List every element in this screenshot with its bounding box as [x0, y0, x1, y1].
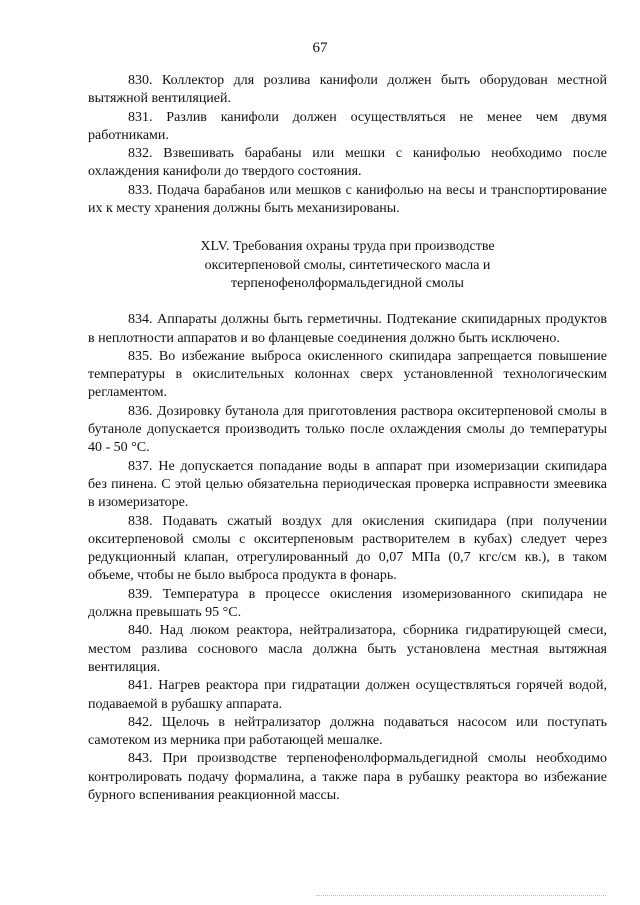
paragraph-842 — [88, 714, 607, 751]
paragraph-841 — [88, 677, 607, 714]
paragraph-number: 837. — [128, 458, 153, 474]
paragraph-text: При производстве терпенофенолформальдегидной смолы необходимо контролировать подачу формалина, а также пара в рубашку реактора во избежание бурного вспенивания реакционной массы. — [88, 751, 607, 803]
paragraph-number: 839. — [128, 586, 153, 602]
paragraph-836 — [88, 403, 607, 458]
paragraph-837 — [88, 458, 607, 513]
paragraph-number: 840. — [128, 623, 153, 639]
paragraph-832 — [88, 145, 607, 182]
section-heading-line-1: XLV. Требования охраны труда при производстве — [200, 239, 495, 255]
paragraph-number: 834. — [128, 312, 153, 328]
paragraph-text: Взвешивать барабаны или мешки с канифолью необходимо после охлаждения канифоли до твердого состояния. — [88, 146, 607, 180]
paragraph-840 — [88, 622, 607, 677]
paragraph-text: Подавать сжатый воздух для окисления скипидара (при получении окситерпеновой смолы с окситерпеновым растворителем в кубах) следует через редукционный клапан, отрегулированный до 0,07 МПа (0,7 кгс/см кв.), в таком объеме, чтобы не было выброса продукта в фонарь. — [88, 513, 608, 584]
paragraph-833 — [88, 182, 607, 219]
paragraph-text: Аппараты должны быть герметичны. Подтекание скипидарных продуктов в неплотности аппаратов и во фланцевые соединения должно быть исключено. — [88, 312, 607, 346]
paragraph-text: Не допускается попадание воды в аппарат при изомеризации скипидара без пинена. С этой целью обязательна периодическая проверка исправности змеевика в изомеризаторе. — [88, 458, 607, 511]
paragraph-text: Щелочь в нейтрализатор должна подаваться насосом или поступать самотеком из мерника при работающей мешалке. — [88, 714, 607, 749]
paragraph-831 — [88, 109, 607, 146]
paragraph-number: 843. — [128, 751, 153, 767]
paragraph-number: 836. — [128, 403, 153, 419]
footer-divider — [316, 895, 606, 896]
paragraph-text: Коллектор для розлива канифоли должен быть оборудован местной вытяжной вентиляцией. — [88, 73, 607, 107]
section-heading-line-2: окситерпеновой смолы, синтетического масла и — [204, 257, 491, 273]
paragraph-number: 831. — [128, 109, 153, 125]
paragraph-number: 832. — [128, 146, 153, 162]
paragraph-text: Во избежание выброса окисленного скипидара запрещается повышение температуры в окислительных колоннах сверх установленной технологическим регламентом. — [88, 348, 608, 401]
paragraph-number: 838. — [128, 513, 153, 529]
paragraph-text: Над люком реактора, нейтрализатора, сборника гидратирующей смеси, местом разлива соснового масла должна быть установлена местная вытяжная вентиляция. — [88, 623, 608, 675]
section-heading-line-3: терпенофенолформальдегидной смолы — [231, 275, 464, 291]
paragraph-text: Температура в процессе окисления изомеризованного скипидара не должна превышать 95 °С. — [88, 586, 608, 621]
paragraph-number: 835. — [128, 348, 153, 364]
paragraph-text: Разлив канифоли должен осуществляться не менее чем двумя работниками. — [88, 109, 607, 143]
paragraph-838 — [88, 513, 607, 586]
document-body — [88, 72, 607, 805]
section-heading — [88, 238, 607, 293]
paragraph-number: 833. — [128, 182, 153, 198]
paragraph-text: Дозировку бутанола для приготовления раствора окситерпеновой смолы в бутаноле допускается производить только после охлаждения смолы до температуры 40 - 50 °С. — [88, 403, 608, 456]
paragraph-835 — [88, 348, 607, 403]
paragraph-843 — [88, 750, 607, 805]
paragraph-830 — [88, 72, 607, 109]
paragraph-number: 830. — [128, 73, 153, 88]
paragraph-text: Нагрев реактора при гидратации должен осуществляться горячей водой, подаваемой в рубашку аппарата. — [88, 678, 607, 712]
paragraph-text: Подача барабанов или мешков с канифолью на весы и транспортирование их к месту хранения должны быть механизированы. — [88, 182, 607, 217]
paragraph-839 — [88, 586, 607, 623]
paragraph-number: 842. — [128, 714, 153, 730]
page-number: 67 — [312, 40, 328, 56]
paragraph-number: 841. — [128, 678, 153, 694]
paragraph-834 — [88, 311, 607, 348]
